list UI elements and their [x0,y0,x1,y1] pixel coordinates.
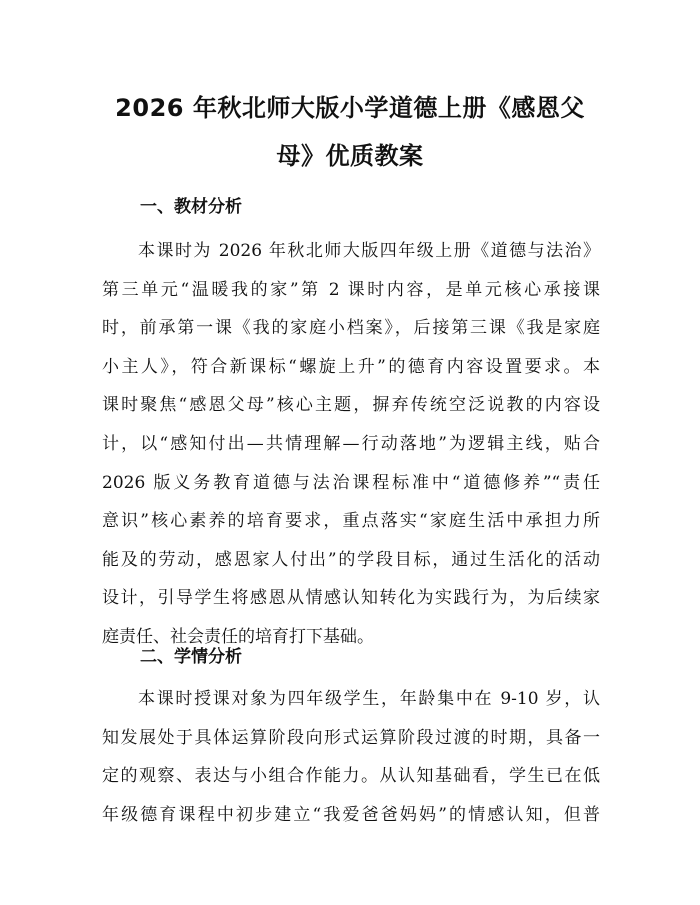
paragraph-line: 2026 版义务教育道德与法治课程标准中“道德修养”“责任 [102,472,600,493]
section-heading-learner-analysis: 二、学情分析 [140,647,242,667]
paragraph-learner-analysis [102,680,600,834]
paragraph-line: 设计，引导学生将感恩从情感认知转化为实践行为，为后续家 [102,588,600,609]
paragraph-line: 庭责任、社会责任的培育打下基础。 [102,626,374,647]
paragraph-line: 课时聚焦“感恩父母”核心主题，摒弃传统空泛说教的内容设 [102,395,600,416]
paragraph-line: 计，以“感知付出—共情理解—行动落地”为逻辑主线，贴合 [102,433,600,454]
paragraph-line: 定的观察、表达与小组合作能力。从认知基础看，学生已在低 [102,766,600,787]
paragraph-line: 时，前承第一课《我的家庭小档案》，后接第三课《我是家庭 [102,318,600,339]
paragraph-line: 本课时授课对象为四年级学生，年龄集中在 9-10 岁，认 [138,689,600,709]
paragraph-line: 小主人》，符合新课标“螺旋上升”的德育内容设置要求。本 [102,356,600,377]
document-title-line-1: 2026 年秋北师大版小学道德上册《感恩父 [115,94,585,122]
paragraph-line: 第三单元“温暖我的家”第 2 课时内容，是单元核心承接课 [102,279,600,300]
paragraph-line: 本课时为 2026 年秋北师大版四年级上册《道德与法治》 [138,241,600,261]
paragraph-line: 年级德育课程中初步建立“我爱爸爸妈妈”的情感认知，但普 [102,804,600,825]
paragraph-textbook-analysis [102,232,600,657]
section-heading-textbook-analysis: 一、教材分析 [140,197,242,217]
paragraph-line: 知发展处于具体运算阶段向形式运算阶段过渡的时期，具备一 [102,727,600,748]
paragraph-line: 能及的劳动，感恩家人付出”的学段目标，通过生活化的活动 [102,549,600,570]
document-title-line-2: 母》优质教案 [276,142,424,170]
paragraph-line: 意识”核心素养的培育要求，重点落实“家庭生活中承担力所 [102,511,600,532]
